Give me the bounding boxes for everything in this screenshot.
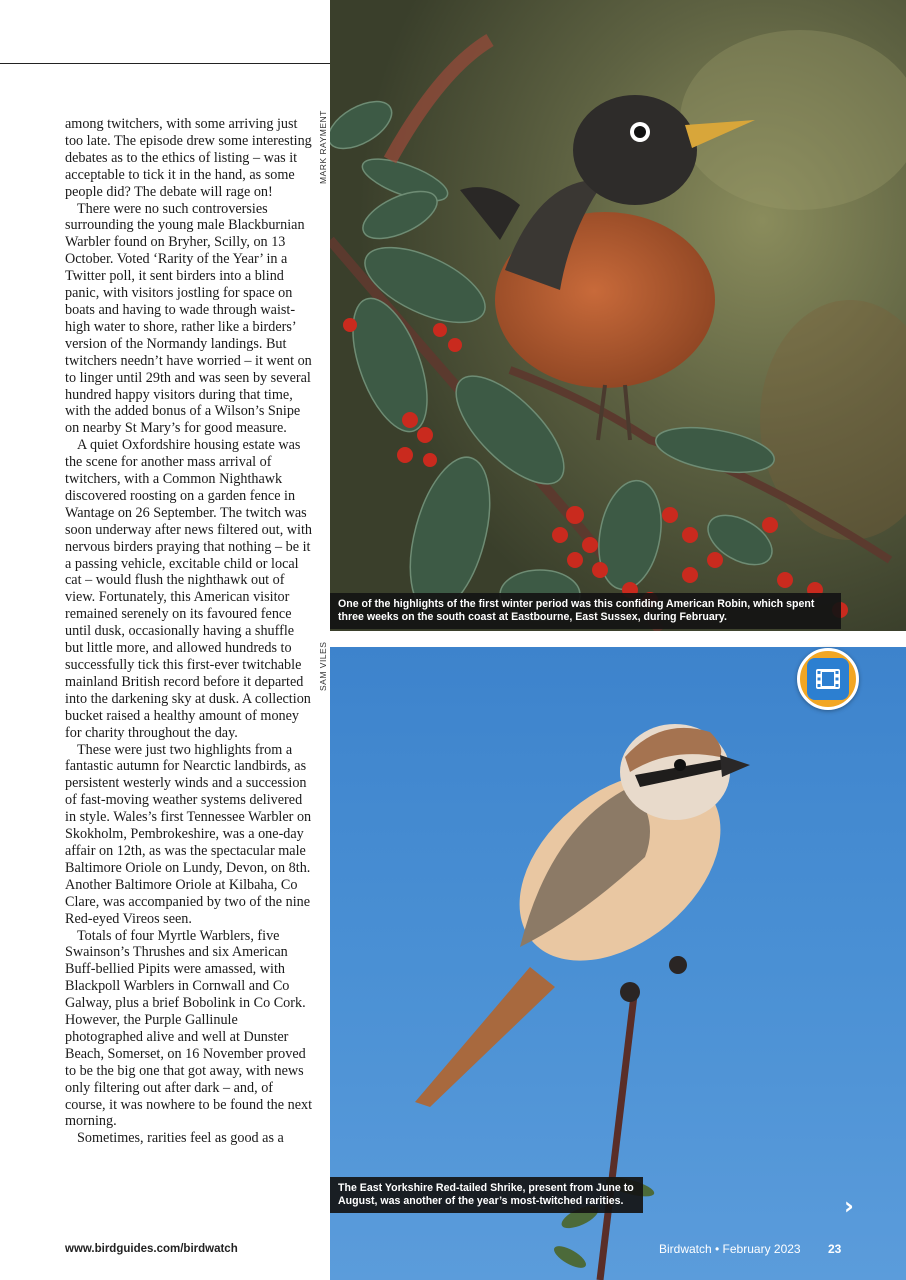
robin-illustration [330, 0, 906, 631]
article-paragraph: A quiet Oxfordshire housing estate was the scene for another mass arrival of twitchers, with a Common Nighthawk discovered roosting on a garden fence in Wantage on 26 September. The twitch was soon underway after news filtered out, with nervous birders praying that nothing – be it a passing vehicle, excitable child or local cat – would flush the nighthawk out of view. Fortunately, this American visitor remained serenely on its favoured fence until dusk, occasionally having a shuffle but little more, and allowed hundreds to successfully tick this first-ever twitchable mainland British record before it departed into the darkening sky at dusk. A collection bucket raised a healthy amount of money for charity throughout the day. [65, 437, 313, 741]
chevron-right-icon[interactable]: › [844, 1192, 854, 1220]
article-paragraph: among twitchers, with some arriving just too late. The episode drew some interesting debates as to the ethics of listing – was it acceptable to tick it in the hand, as some people did? The debate will rage on! [65, 116, 312, 200]
article-paragraph: These were just two highlights from a fantastic autumn for Nearctic landbirds, as persistent westerly winds and a succession of fast-moving weather systems delivered in style. Wales’s first Tennessee Warbler on Skokholm, Pembrokeshire, was a one-day affair on 12th, as was the spectacular male Baltimore Oriole on Lundy, Devon, on 8th. Another Baltimore Oriole at Kilbaha, Co Clare, was accompanied by two of the nine Red-eyed Vireos seen. [65, 741, 312, 927]
article-paragraph: Totals of four Myrtle Warblers, five Swainson’s Thrushes and six American Buff-bellied Pipits were amassed, with Blackpoll Warblers in Cornwall and Co Galway, plus a brief Bobolink in Co Cork. However, the Purple Gallinule photographed alive and well at Dunster Beach, Somerset, on 16 November proved to be the big one that got away, with news only filtering out after dark – and, of course, it was nowhere to be found the next morning. [65, 927, 313, 1130]
video-icon [807, 658, 849, 700]
page-number: 23 [828, 1242, 842, 1256]
article-paragraph: Sometimes, rarities feel as good as a [77, 1130, 284, 1147]
shrike-caption: The East Yorkshire Red-tailed Shrike, present from June to August, was another of the year’s most-twitched rarities. [330, 1177, 643, 1213]
header-rule [0, 63, 330, 64]
robin-caption: One of the highlights of the first winter period was this confiding American Robin, which spent three weeks on the south coast at Eastbourne, East Sussex, during February. [330, 593, 841, 629]
robin-photo [330, 0, 906, 631]
footer-magazine: Birdwatch • February 2023 [659, 1242, 801, 1256]
photo-credit-bottom: SAM VILES [318, 641, 328, 691]
article-column [65, 116, 313, 1147]
photo-credit-top: MARK RAYMENT [318, 110, 328, 184]
video-button[interactable] [797, 648, 859, 710]
footer-url[interactable]: www.birdguides.com/birdwatch [65, 1243, 238, 1255]
article-paragraph: There were no such controversies surrounding the young male Blackburnian Warbler found on Bryher, Scilly, on 13 October. Voted ‘Rarity of the Year’ in a Twitter poll, it sent birders into a blind panic, with visitors jostling for space on boats and having to wade through waist-high water to shore, rather like a birders’ version of the Normandy landings. But twitchers needn’t have worried – it went on to linger until 29th and was seen by several hundred happy visitors during that time, with the added bonus of a Wilson’s Snipe on nearby St Mary’s for good measure. [65, 200, 312, 437]
